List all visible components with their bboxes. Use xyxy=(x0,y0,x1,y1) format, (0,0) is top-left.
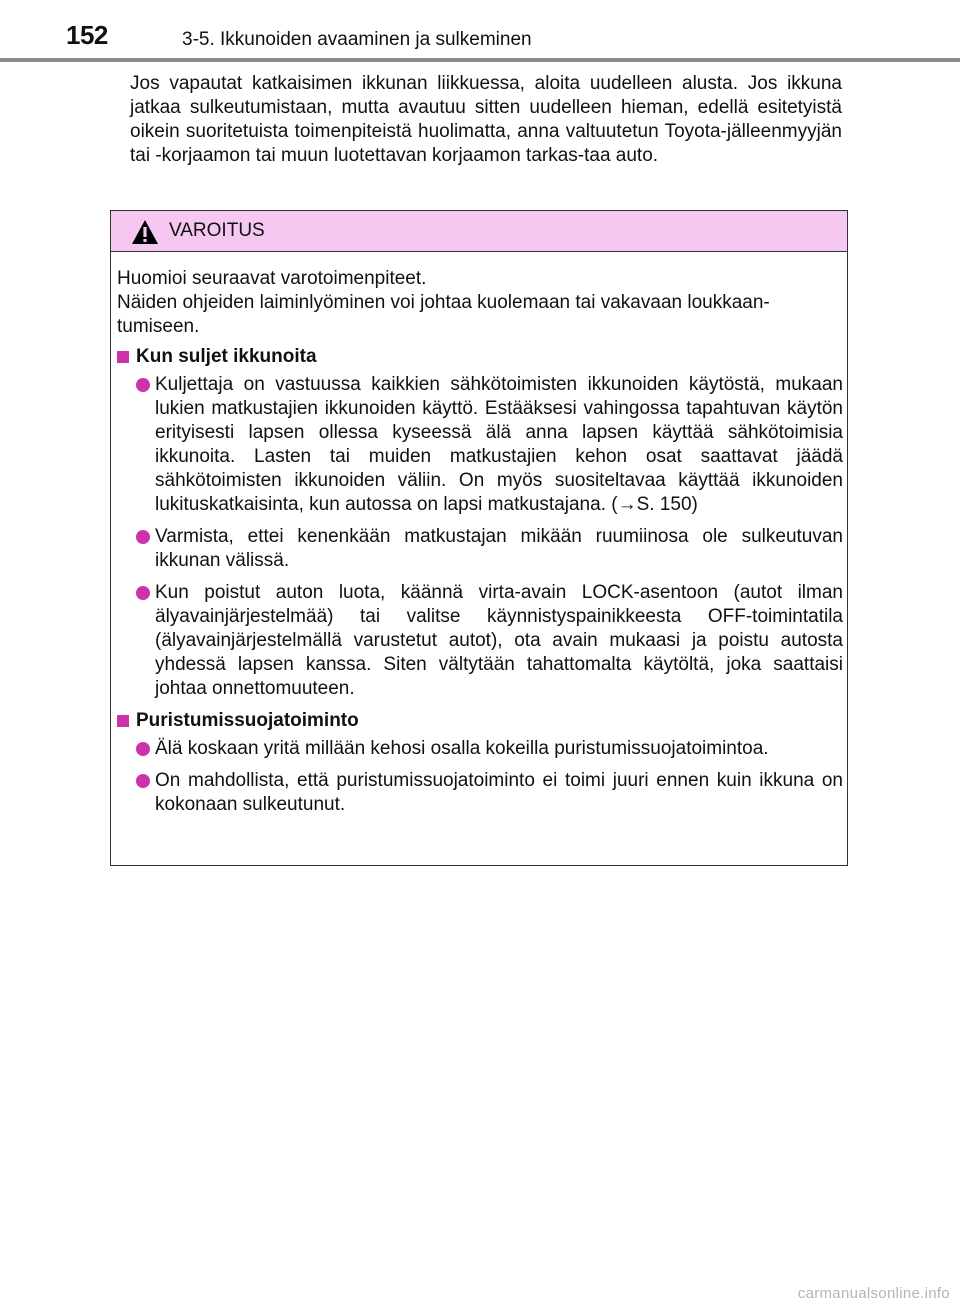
section-heading xyxy=(117,345,843,369)
list-item xyxy=(117,737,843,761)
section-heading-text: Puristumissuojatoiminto xyxy=(136,710,359,731)
warning-section-windows xyxy=(117,345,843,701)
warning-body xyxy=(117,267,843,825)
dot-bullet-icon xyxy=(136,378,150,392)
list-item-text: Varmista, ettei kenenkään matkustajan mikään ruumiinosa ole sulkeutuvan ikkunan välissä. xyxy=(155,526,843,571)
warning-section-jam-protection xyxy=(117,709,843,817)
intro-paragraph: Jos vapautat katkaisimen ikkunan liikkuessa, aloita uudelleen alusta. Jos ikkuna jatkaa sulkeutumistaan, mutta avautuu sitten uudelleen hieman, edellä esitetyistä oikein suoritetuista toimenpiteistä huolimatta, anna valtuutetun Toyota-jälleenmyyjän tai -korjaamon tai muun luotettavan korjaamon tarkas-taa auto. xyxy=(130,73,842,166)
list-item xyxy=(117,373,843,517)
list-item xyxy=(117,525,843,573)
list-item-text: Kun poistut auton luota, käännä virta-avain LOCK-asentoon (autot ilman älyavainjärjestelmää) tai valitse käynnistyspainikkeesta OFF-toimintatila (älyavainjärjestelmällä varustetut autot), ota avain mukaasi ja poistu autosta yhdessä lapsen kanssa. Siten vältytään tahattomalta käytöltä, joka saattaisi johtaa onnettomuuteen. xyxy=(155,582,843,699)
page-number: 152 xyxy=(66,20,108,50)
list-item xyxy=(117,581,843,701)
warning-intro-line1: Huomioi seuraavat varotoimenpiteet. xyxy=(117,268,427,289)
square-bullet-icon xyxy=(117,715,129,727)
list-item xyxy=(117,769,843,817)
dot-bullet-icon xyxy=(136,742,150,756)
list-item-text: On mahdollista, että puristumissuojatoiminto ei toimi juuri ennen kuin ikkuna on kokonaan sulkeutunut. xyxy=(155,770,843,815)
warning-triangle-icon xyxy=(131,219,159,245)
dot-bullet-icon xyxy=(136,530,150,544)
dot-bullet-icon xyxy=(136,774,150,788)
warning-title: VAROITUS xyxy=(169,220,265,241)
dot-bullet-icon xyxy=(136,586,150,600)
section-title: 3-5. Ikkunoiden avaaminen ja sulkeminen xyxy=(182,29,532,50)
list-item-text: Älä koskaan yritä millään kehosi osalla kokeilla puristumissuojatoimintoa. xyxy=(155,738,769,759)
section-heading-text: Kun suljet ikkunoita xyxy=(136,346,317,367)
warning-header xyxy=(111,211,847,252)
square-bullet-icon xyxy=(117,351,129,363)
footer-watermark: carmanualsonline.info xyxy=(797,1285,950,1302)
warning-box xyxy=(110,210,848,866)
header-rule xyxy=(0,58,960,62)
warning-intro-line2: Näiden ohjeiden laiminlyöminen voi johtaa kuolemaan tai vakavaan loukkaan-tumiseen. xyxy=(117,292,770,337)
section-heading xyxy=(117,709,843,733)
list-item-text: Kuljettaja on vastuussa kaikkien sähkötoimisten ikkunoiden käytöstä, mukaan lukien matkustajien ikkunoiden käyttö. Estääksesi vahingossa tapahtuvan käytön erityisesti lapsen ollessa kyseessä älä anna lapsen käyttää sähkötoimisia ikkunoita. Lasten tai muiden matkustajien kehon osat saattavat jäädä sähkötoimisten ikkunoiden väliin. On myös suositeltavaa käyttää ikkunoiden lukituskatkaisinta, kun autossa on lapsi matkustajana. (→S. 150) xyxy=(155,374,843,515)
